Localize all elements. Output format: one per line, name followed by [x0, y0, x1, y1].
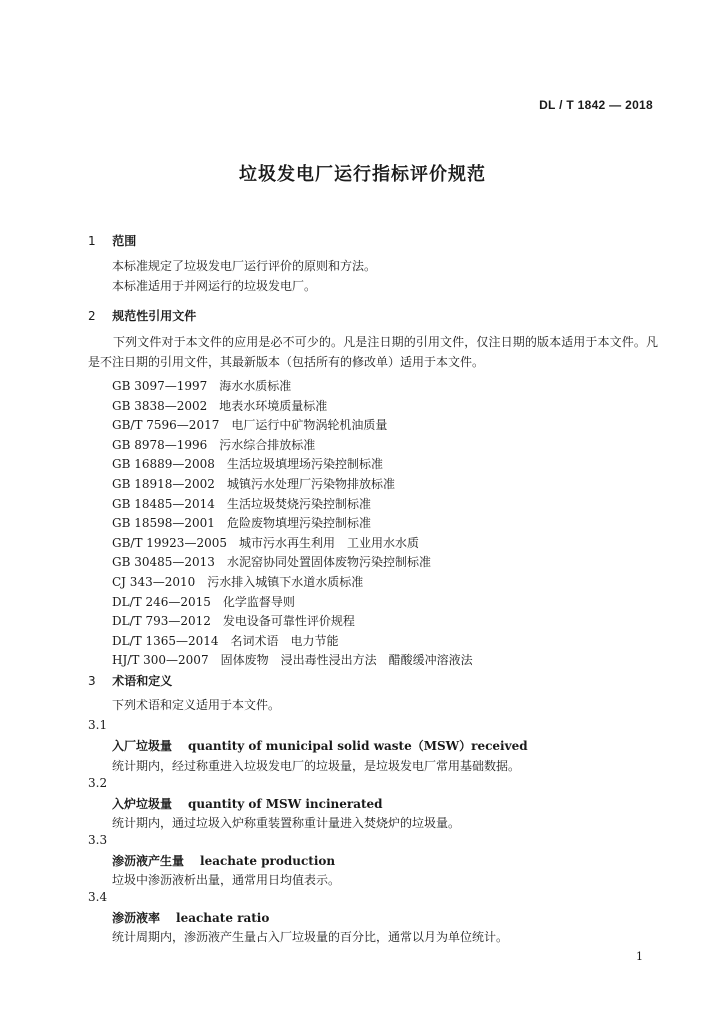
ref-code: DL/T 1365—2014 — [112, 633, 219, 648]
term-heading — [112, 795, 383, 812]
term-heading — [112, 737, 528, 754]
document-id: DL / T 1842 — 2018 — [539, 98, 653, 112]
term-number: 3.1 — [88, 718, 108, 732]
terms-intro: 下列术语和定义适用于本文件。 — [112, 698, 281, 712]
ref-name: 危险废物填埋污染控制标准 — [226, 516, 371, 531]
ref-code: GB 18598—2001 — [112, 516, 215, 531]
ref-code: GB 8978—1996 — [112, 437, 208, 452]
ref-name: 化学监督导则 — [222, 594, 295, 609]
section-number: 1 — [88, 234, 96, 248]
ref-code: GB 18918—2002 — [112, 476, 215, 491]
term-definition: 垃圾中渗沥液析出量，通常用日均值表示。 — [112, 873, 341, 887]
ref-code: HJ/T 300—2007 — [112, 653, 209, 668]
list-item — [112, 377, 473, 397]
ref-name: 污水排入城镇下水道水质标准 — [207, 574, 364, 589]
list-item — [112, 436, 473, 456]
term-heading — [112, 909, 269, 926]
page-title: 垃圾发电厂运行指标评价规范 — [239, 164, 486, 185]
list-item — [112, 495, 473, 515]
ref-code: GB 3097—1997 — [112, 379, 208, 393]
ref-name: 水泥窑协同处置固体废物污染控制标准 — [226, 555, 431, 570]
term-number: 3.4 — [88, 890, 108, 904]
section-number: 3 — [88, 674, 96, 688]
scope-line-1: 本标准规定了垃圾发电厂运行评价的原则和方法。 — [112, 259, 377, 273]
term-cn: 渗沥液率 — [112, 911, 161, 925]
ref-code: DL/T 246—2015 — [112, 594, 211, 609]
page-number: 1 — [636, 950, 643, 963]
term-en: quantity of municipal solid waste（MSW）received — [188, 739, 528, 753]
ref-name: 电厂运行中矿物涡轮机油质量 — [231, 418, 388, 433]
list-item — [112, 593, 473, 613]
list-item — [112, 651, 473, 671]
term-definition: 统计期内，通过垃圾入炉称重装置称重计量进入焚烧炉的垃圾量。 — [112, 816, 461, 830]
ref-name: 城市污水再生利用 工业用水水质 — [238, 535, 419, 550]
ref-name: 生活垃圾焚烧污染控制标准 — [226, 496, 371, 511]
list-item — [112, 475, 473, 495]
section-title: 范围 — [112, 234, 137, 248]
list-item — [112, 514, 473, 534]
ref-code: DL/T 793—2012 — [112, 614, 211, 629]
ref-name: 名词术语 电力节能 — [230, 633, 339, 648]
ref-code: GB/T 7596—2017 — [112, 418, 220, 433]
term-en: leachate ratio — [176, 911, 270, 925]
list-item — [112, 455, 473, 475]
ref-name: 城镇污水处理厂污染物排放标准 — [226, 476, 395, 491]
ref-name: 发电设备可靠性评价规程 — [222, 614, 355, 629]
term-number: 3.2 — [88, 776, 108, 790]
section-1-heading — [88, 232, 136, 249]
term-heading — [112, 852, 335, 869]
term-definition: 统计期内，经过称重进入垃圾发电厂的垃圾量，是垃圾发电厂常用基础数据。 — [112, 759, 521, 773]
term-en: quantity of MSW incinerated — [188, 797, 383, 811]
list-item — [112, 573, 473, 593]
section-title: 术语和定义 — [112, 674, 173, 688]
section-title: 规范性引用文件 — [112, 309, 197, 323]
references-intro: 下列文件对于本文件的应用是必不可少的。凡是注日期的引用文件，仅注日期的版本适用于本文件。凡是不注日期的引用文件，其最新版本（包括所有的修改单）适用于本文件。 — [88, 335, 658, 369]
term-cn: 渗沥液产生量 — [112, 854, 185, 868]
ref-name: 固体废物 浸出毒性浸出方法 醋酸缓冲溶液法 — [220, 653, 473, 668]
term-cn: 入炉垃圾量 — [112, 797, 173, 811]
term-cn: 入厂垃圾量 — [112, 739, 173, 753]
section-2-heading — [88, 307, 196, 324]
list-item — [112, 534, 473, 554]
ref-code: GB 3838—2002 — [112, 398, 208, 413]
reference-list — [112, 377, 473, 671]
term-number: 3.3 — [88, 833, 108, 847]
ref-name: 地表水环境质量标准 — [219, 398, 328, 413]
scope-line-2: 本标准适用于并网运行的垃圾发电厂。 — [112, 279, 317, 293]
list-item — [112, 397, 473, 417]
ref-code: GB 18485—2014 — [112, 496, 215, 511]
list-item — [112, 632, 473, 652]
ref-code: GB 30485—2013 — [112, 555, 215, 570]
ref-name: 污水综合排放标准 — [219, 437, 316, 452]
ref-code: CJ 343—2010 — [112, 574, 196, 589]
ref-name: 生活垃圾填埋场污染控制标准 — [226, 457, 383, 472]
list-item — [112, 416, 473, 436]
ref-name: 海水水质标准 — [219, 379, 292, 393]
list-item — [112, 553, 473, 573]
section-number: 2 — [88, 309, 96, 323]
list-item — [112, 612, 473, 632]
section-3-heading — [88, 672, 172, 689]
term-definition: 统计周期内，渗沥液产生量占入厂垃圾量的百分比，通常以月为单位统计。 — [112, 930, 509, 944]
ref-code: GB/T 19923—2005 — [112, 535, 227, 550]
term-en: leachate production — [200, 854, 336, 868]
ref-code: GB 16889—2008 — [112, 457, 215, 472]
